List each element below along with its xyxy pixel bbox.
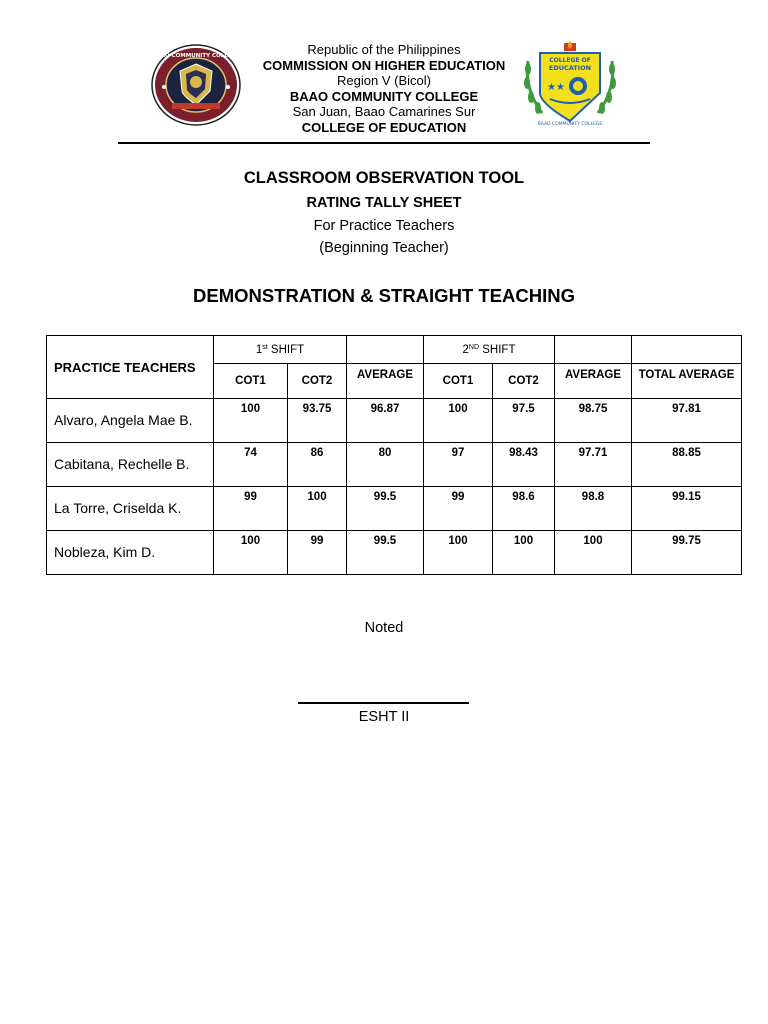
cell-value: 99.5 xyxy=(373,491,397,503)
first-shift-cot2 xyxy=(288,487,347,531)
first-shift-header xyxy=(214,336,347,364)
rating-tally-table xyxy=(46,335,742,575)
svg-text:★★: ★★ xyxy=(547,82,565,93)
header-republic: Republic of the Philippines xyxy=(307,42,461,57)
document-subtitle: RATING TALLY SHEET xyxy=(306,195,462,211)
cell-value: 86 xyxy=(310,447,324,459)
cell-value: 98.43 xyxy=(509,447,538,459)
second-shift-number: 2 xyxy=(462,343,469,356)
empty-header-cell xyxy=(347,336,424,364)
teacher-name: La Torre, Criselda K. xyxy=(47,487,214,531)
second-shift-cot2-header: COT2 xyxy=(493,364,555,399)
cell-value: 98.75 xyxy=(578,403,608,415)
baao-community-college-seal xyxy=(150,43,242,127)
svg-text:BAAO COMMUNITY COLLEGE: BAAO COMMUNITY COLLEGE xyxy=(152,53,240,59)
svg-text:EDUCATION: EDUCATION xyxy=(548,64,592,72)
cell-value: 100 xyxy=(240,403,261,415)
total-average xyxy=(632,531,742,575)
second-shift-average-header: AVERAGE xyxy=(555,364,632,399)
second-shift-cot1 xyxy=(424,487,493,531)
noted-label: Noted xyxy=(364,620,404,636)
first-shift-average xyxy=(347,531,424,575)
cell-value: 96.87 xyxy=(370,403,400,415)
cell-value: 100 xyxy=(307,491,327,503)
second-shift-average xyxy=(555,531,632,575)
table-row xyxy=(47,443,742,487)
cell-value: 97.81 xyxy=(672,403,701,415)
second-shift-average xyxy=(555,443,632,487)
header-address: San Juan, Baao Camarines Sur xyxy=(292,104,476,119)
first-shift-number: 1 xyxy=(255,343,263,356)
header-college: BAAO COMMUNITY COLLEGE xyxy=(289,88,479,104)
total-average xyxy=(632,399,742,443)
first-shift-average xyxy=(347,487,424,531)
second-shift-cot2 xyxy=(493,443,555,487)
first-shift-cot2 xyxy=(288,399,347,443)
first-shift-ordinal: st xyxy=(262,343,268,351)
svg-text:BAAO COMMUNITY COLLEGE: BAAO COMMUNITY COLLEGE xyxy=(537,122,603,127)
institution-header xyxy=(230,42,538,135)
first-shift-cot2 xyxy=(288,531,347,575)
empty-header-cell xyxy=(555,336,632,364)
second-shift-average xyxy=(555,399,632,443)
first-shift-cot1 xyxy=(214,399,288,443)
cell-value: 99 xyxy=(310,535,324,547)
cell-value: 97.71 xyxy=(578,447,608,459)
cell-value: 100 xyxy=(448,403,468,415)
total-average xyxy=(632,487,742,531)
document-title: CLASSROOM OBSERVATION TOOL xyxy=(243,169,525,187)
header-region: Region V (Bicol) xyxy=(337,73,431,88)
first-shift-average xyxy=(347,399,424,443)
section-title: DEMONSTRATION & STRAIGHT TEACHING xyxy=(193,285,575,306)
cell-value: 99.75 xyxy=(672,535,701,547)
first-shift-word: SHIFT xyxy=(270,343,305,356)
second-shift-cot1-header: COT1 xyxy=(424,364,493,399)
cell-value: 97 xyxy=(451,447,465,459)
second-shift-cot1 xyxy=(424,443,493,487)
teacher-name: Alvaro, Angela Mae B. xyxy=(47,399,214,443)
cell-value: 93.75 xyxy=(302,403,332,415)
cell-value: 99.5 xyxy=(373,535,397,547)
cell-value: 100 xyxy=(583,535,603,547)
total-average-header: TOTAL AVERAGE xyxy=(632,364,742,399)
empty-header-cell xyxy=(632,336,742,364)
practice-teachers-header: PRACTICE TEACHERS xyxy=(47,336,214,399)
second-shift-cot2 xyxy=(493,487,555,531)
cell-value: 80 xyxy=(378,447,392,459)
cell-value: 99.15 xyxy=(672,491,701,503)
second-shift-cot1 xyxy=(424,399,493,443)
cell-value: 99 xyxy=(451,491,465,503)
table-row xyxy=(47,531,742,575)
total-average xyxy=(632,443,742,487)
cell-value: 97.5 xyxy=(512,403,535,415)
second-shift-cot2 xyxy=(493,399,555,443)
cell-value: 74 xyxy=(244,447,257,459)
svg-text:COLLEGE OF: COLLEGE OF xyxy=(549,57,591,64)
cell-value: 98.6 xyxy=(512,491,535,503)
cell-value: 88.85 xyxy=(672,447,701,459)
cell-value: 100 xyxy=(240,535,261,547)
first-shift-cot1-header: COT1 xyxy=(214,364,288,399)
cell-value: 98.8 xyxy=(581,491,605,503)
first-shift-cot1 xyxy=(214,531,288,575)
document-audience: For Practice Teachers xyxy=(313,218,455,234)
signature-line xyxy=(298,702,469,704)
second-shift-ordinal: ND xyxy=(468,343,480,351)
cell-value: 99 xyxy=(244,491,257,503)
document-level: (Beginning Teacher) xyxy=(319,240,449,256)
header-divider xyxy=(118,142,650,144)
first-shift-cot1 xyxy=(214,443,288,487)
first-shift-average xyxy=(347,443,424,487)
header-department: COLLEGE OF EDUCATION xyxy=(301,119,467,135)
cell-value: 100 xyxy=(513,535,534,547)
first-shift-cot2-header: COT2 xyxy=(288,364,347,399)
teacher-name: Cabitana, Rechelle B. xyxy=(47,443,214,487)
first-shift-cot2 xyxy=(288,443,347,487)
table-row xyxy=(47,487,742,531)
first-shift-average-header: AVERAGE xyxy=(347,364,424,399)
second-shift-word: SHIFT xyxy=(482,343,516,356)
header-ched: COMMISSION ON HIGHER EDUCATION xyxy=(262,57,506,73)
second-shift-average xyxy=(555,487,632,531)
second-shift-cot1 xyxy=(424,531,493,575)
table-row xyxy=(47,399,742,443)
cell-value: 100 xyxy=(448,535,468,547)
first-shift-cot1 xyxy=(214,487,288,531)
table-header-row-1 xyxy=(47,336,742,364)
second-shift-cot2 xyxy=(493,531,555,575)
signatory-title: ESHT II xyxy=(358,709,410,725)
teacher-name: Nobleza, Kim D. xyxy=(47,531,214,575)
second-shift-header xyxy=(424,336,555,364)
